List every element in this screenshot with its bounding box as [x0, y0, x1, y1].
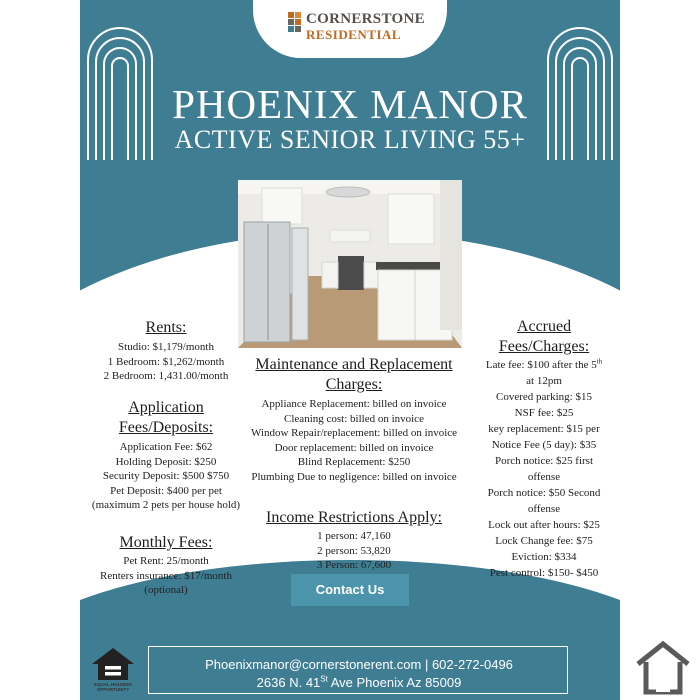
pet-limit-note: (maximum 2 pets per house hold): [91, 499, 241, 511]
maintenance-heading-1: Maintenance and Replacement: [255, 356, 453, 373]
rent-2br: 2 Bedroom: 1,431.00/month: [103, 370, 229, 382]
income-2-person: 2 person: 53,820: [317, 544, 391, 557]
income-1-person: 1 person: 47,160: [317, 530, 391, 542]
porch-notice-first: Porch notice: $25 first: [494, 455, 594, 467]
key-replacement: key replacement: $15 per: [488, 423, 600, 435]
page-subtitle: ACTIVE SENIOR LIVING 55+: [174, 125, 526, 154]
pest-control-fee: Pest control: $150- $450: [489, 567, 599, 579]
porch-notice-first-offense: offense: [527, 471, 561, 483]
brand-logo[interactable]: [253, 0, 447, 58]
flyer: [80, 0, 620, 700]
blind-replacement: Blind Replacement: $250: [297, 456, 411, 468]
monthly-fees-section: [86, 533, 246, 598]
rents-heading: Rents:: [145, 319, 187, 336]
renters-insurance: Renters insurance: $17/month: [100, 569, 232, 582]
brand-name-line1: CORNERSTONE: [306, 11, 425, 27]
accrued-heading-1: Accrued: [516, 318, 572, 335]
brand-name-line2: RESIDENTIAL: [306, 27, 402, 42]
pet-deposit: Pet Deposit: $400 per pet: [110, 484, 222, 497]
footer-contact-box: [148, 646, 568, 694]
door-replacement: Door replacement: billed on invoice: [274, 441, 434, 454]
eho-line1: EQUAL HOUSING: [94, 682, 132, 687]
appliance-replacement: Appliance Replacement: billed on invoice: [261, 398, 447, 410]
footer-address: 2636 N. 41St Ave Phoenix Az 85009: [256, 674, 462, 690]
rents-section: [86, 318, 246, 384]
application-fee: Application Fee: $62: [119, 441, 213, 453]
lock-change-fee: Lock Change fee: $75: [495, 535, 593, 547]
covered-parking: Covered parking: $15: [496, 391, 592, 403]
holding-deposit: Holding Deposit: $250: [115, 455, 217, 468]
rent-1br: 1 Bedroom: $1,262/month: [107, 355, 225, 368]
page-title: PHOENIX MANOR: [172, 81, 528, 127]
insurance-optional: (optional): [144, 584, 188, 596]
cornerstone-logo-icon: [288, 12, 302, 40]
equal-housing-logo: [88, 646, 138, 696]
nsf-fee: NSF fee: $25: [514, 407, 574, 419]
contact-us-button[interactable]: Contact Us: [291, 574, 409, 606]
income-heading: Income Restrictions Apply:: [266, 509, 442, 526]
income-section: [250, 508, 458, 573]
application-heading-1: Application: [128, 399, 204, 416]
late-fee-time: at 12pm: [526, 375, 562, 387]
porch-notice-second: Porch notice: $50 Second: [487, 487, 601, 499]
lockout-fee: Lock out after hours: $25: [488, 519, 600, 531]
notice-fee: Notice Fee (5 day): $35: [491, 439, 597, 451]
eviction-fee: Eviction: $334: [511, 551, 577, 563]
pet-rent: Pet Rent: 25/month: [123, 555, 209, 567]
equal-housing-icon: [88, 646, 138, 682]
maintenance-heading-2: Charges:: [325, 376, 383, 393]
kitchen-photo: [238, 180, 462, 348]
plumbing-negligence: Plumbing Due to negligence: billed on invoice: [251, 470, 457, 483]
footer-email-phone[interactable]: Phoenixmanor@cornerstonerent.com | 602-272-0496: [205, 657, 513, 672]
house-outline-icon: [634, 638, 692, 696]
maintenance-section: [240, 355, 468, 484]
eho-line2: OPPORTUNITY: [96, 687, 130, 692]
income-3-person: 3 Person: 67,600: [316, 559, 392, 571]
cleaning-cost: Cleaning cost: billed on invoice: [284, 412, 424, 425]
rent-studio: Studio: $1,179/month: [118, 341, 214, 353]
window-repair: Window Repair/replacement: billed on invoice: [250, 427, 458, 439]
accrued-heading-2: Fees/Charges:: [498, 338, 590, 355]
application-heading-2: Fees/Deposits:: [118, 419, 214, 436]
accrued-fees-section: [470, 317, 618, 581]
porch-notice-second-offense: offense: [527, 503, 561, 515]
late-fee: Late fee: $100 after the 5th: [485, 357, 603, 371]
application-fees-section: [86, 398, 246, 513]
security-deposit: Security Deposit: $500 $750: [102, 470, 230, 482]
monthly-heading: Monthly Fees:: [119, 534, 213, 551]
